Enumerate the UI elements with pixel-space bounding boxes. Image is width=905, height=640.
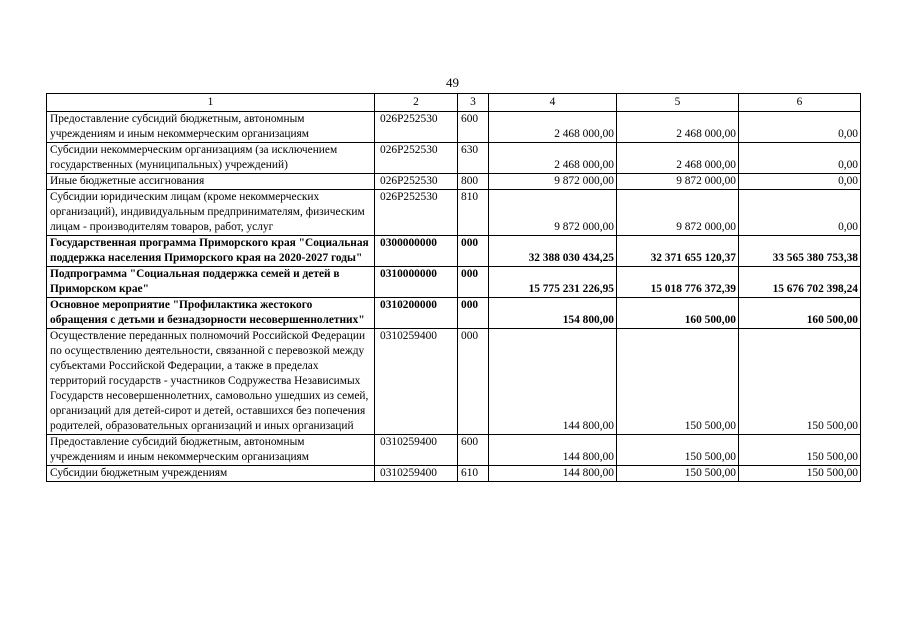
row-code: 026P252530 — [375, 112, 458, 143]
table-row — [47, 112, 861, 143]
row-code: 0310259400 — [375, 466, 458, 482]
row-type: 800 — [458, 174, 489, 190]
table-row — [47, 466, 861, 482]
row-value-3: 15 676 702 398,24 — [739, 267, 861, 298]
row-code: 0300000000 — [375, 236, 458, 267]
row-code: 026P252530 — [375, 143, 458, 174]
row-code: 0310259400 — [375, 329, 458, 435]
row-value-2: 2 468 000,00 — [617, 143, 739, 174]
row-type: 630 — [458, 143, 489, 174]
column-header: 2 — [375, 94, 458, 112]
row-value-1: 154 800,00 — [489, 298, 617, 329]
row-name: Предоставление субсидий бюджетным, автономным учреждениям и иным некоммерческим организациям — [47, 112, 375, 143]
row-value-3: 150 500,00 — [739, 435, 861, 466]
row-name: Предоставление субсидий бюджетным, автономным учреждениям и иным некоммерческим организациям — [47, 435, 375, 466]
row-type: 810 — [458, 190, 489, 236]
table-row — [47, 267, 861, 298]
budget-table — [46, 93, 861, 482]
row-code: 0310000000 — [375, 267, 458, 298]
column-header: 3 — [458, 94, 489, 112]
row-code: 026P252530 — [375, 174, 458, 190]
row-type: 600 — [458, 435, 489, 466]
table-row — [47, 435, 861, 466]
row-name: Иные бюджетные ассигнования — [47, 174, 375, 190]
row-value-3: 160 500,00 — [739, 298, 861, 329]
row-value-2: 150 500,00 — [617, 329, 739, 435]
row-value-3: 0,00 — [739, 112, 861, 143]
row-value-2: 9 872 000,00 — [617, 190, 739, 236]
table-row — [47, 143, 861, 174]
row-code: 0310200000 — [375, 298, 458, 329]
row-value-2: 150 500,00 — [617, 435, 739, 466]
row-value-3: 33 565 380 753,38 — [739, 236, 861, 267]
row-code: 026P252530 — [375, 190, 458, 236]
row-value-1: 2 468 000,00 — [489, 143, 617, 174]
row-value-2: 9 872 000,00 — [617, 174, 739, 190]
row-value-2: 2 468 000,00 — [617, 112, 739, 143]
row-name: Субсидии бюджетным учреждениям — [47, 466, 375, 482]
table-row — [47, 174, 861, 190]
row-name: Осуществление переданных полномочий Российской Федерации по осуществлению деятельности, связанной с перевозкой между субъектами Российской Федерации, а также в пределах территорий государств - участников Содружества Независимых Государств несовершеннолетних, самовольно ушедших из семей, организаций для детей-сирот и детей, оставшихся без попечения родителей, образовательных организаций и иных организаций — [47, 329, 375, 435]
row-type: 000 — [458, 267, 489, 298]
row-value-2: 32 371 655 120,37 — [617, 236, 739, 267]
row-type: 000 — [458, 329, 489, 435]
row-name: Государственная программа Приморского края "Социальная поддержка населения Приморского края на 2020-2027 годы" — [47, 236, 375, 267]
row-type: 000 — [458, 236, 489, 267]
table-row — [47, 329, 861, 435]
row-value-1: 15 775 231 226,95 — [489, 267, 617, 298]
row-name: Основное мероприятие "Профилактика жестокого обращения с детьми и безнадзорности несовершеннолетних" — [47, 298, 375, 329]
row-value-3: 0,00 — [739, 190, 861, 236]
row-value-3: 0,00 — [739, 174, 861, 190]
row-value-1: 2 468 000,00 — [489, 112, 617, 143]
row-value-3: 150 500,00 — [739, 329, 861, 435]
row-type: 600 — [458, 112, 489, 143]
table-row — [47, 236, 861, 267]
row-value-1: 32 388 030 434,25 — [489, 236, 617, 267]
row-value-1: 9 872 000,00 — [489, 190, 617, 236]
row-value-3: 0,00 — [739, 143, 861, 174]
row-value-1: 144 800,00 — [489, 435, 617, 466]
column-header: 4 — [489, 94, 617, 112]
row-name: Субсидии юридическим лицам (кроме некоммерческих организаций), индивидуальным предпринимателям, физическим лицам - производителям товаров, работ, услуг — [47, 190, 375, 236]
row-name: Субсидии некоммерческим организациям (за исключением государственных (муниципальных) учреждений) — [47, 143, 375, 174]
row-value-1: 144 800,00 — [489, 466, 617, 482]
row-value-1: 9 872 000,00 — [489, 174, 617, 190]
row-value-3: 150 500,00 — [739, 466, 861, 482]
row-value-2: 15 018 776 372,39 — [617, 267, 739, 298]
table-row — [47, 298, 861, 329]
row-value-1: 144 800,00 — [489, 329, 617, 435]
row-value-2: 150 500,00 — [617, 466, 739, 482]
row-type: 610 — [458, 466, 489, 482]
row-type: 000 — [458, 298, 489, 329]
column-header: 1 — [47, 94, 375, 112]
row-name: Подпрограмма "Социальная поддержка семей и детей в Приморском крае" — [47, 267, 375, 298]
table-row — [47, 190, 861, 236]
row-value-2: 160 500,00 — [617, 298, 739, 329]
row-code: 0310259400 — [375, 435, 458, 466]
column-header: 6 — [739, 94, 861, 112]
header-row — [47, 94, 861, 112]
column-header: 5 — [617, 94, 739, 112]
page-number: 49 — [446, 75, 459, 90]
